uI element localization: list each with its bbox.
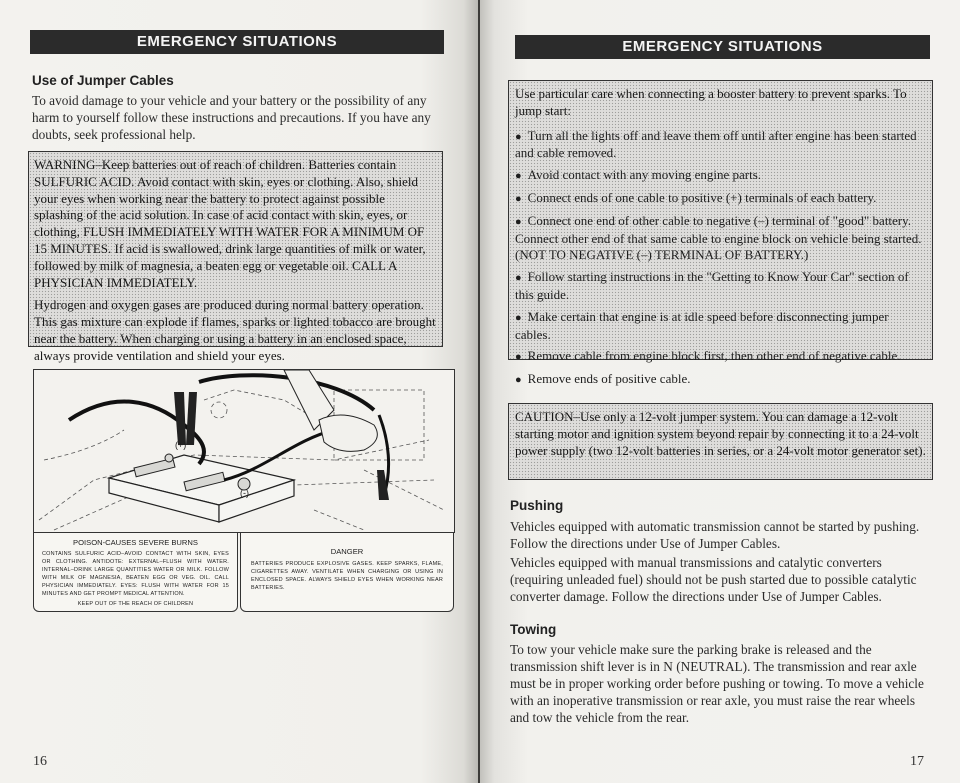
- intro-paragraph: To avoid damage to your vehicle and your battery or the possibility of any harm to yourself follow these instructions and precautions. If you have any doubts, seek professional help.: [32, 93, 431, 142]
- minus-terminal-label: (-): [240, 488, 249, 498]
- list-item: ● Connect one end of other cable to negative (–) terminal of "good" battery. Connect other end of that same cable to engine block on vehicle being started. (NOT TO NEGATIVE (–) TERMINAL OF BATTERY.): [515, 212, 922, 263]
- section-title-jumper-cables: Use of Jumper Cables: [32, 73, 174, 88]
- warning-box: [28, 151, 443, 363]
- pushing-title: Pushing: [510, 498, 564, 513]
- caution-box: [508, 403, 933, 480]
- jump-start-intro: Use particular care when connecting a booster battery to prevent sparks. To jump start:: [515, 86, 907, 118]
- warning-acid-text: WARNING–Keep batteries out of reach of children. Batteries contain SULFURIC ACID. Avoid contact with skin, eyes or clothing. Also, shield your eyes when working near the battery to protect against possible splashing of the acid solution. In case of acid contact with skin, eyes, or clothing, FLUSH IMMEDIATELY WITH WATER FOR A MINIMUM OF 15 MINUTES. If acid is swallowed, drink large quantities of milk or water, followed by milk of magnesia, a beaten egg or vegetable oil. CALL A PHYSICIAN IMMEDIATELY.: [34, 157, 426, 290]
- plus-terminal-label: (+): [175, 440, 187, 450]
- left-banner: EMERGENCY SITUATIONS: [30, 30, 444, 54]
- right-page: [480, 0, 960, 783]
- poison-label-title: POISON-CAUSES SEVERE BURNS: [73, 538, 198, 547]
- poison-label-footer: KEEP OUT OF THE REACH OF CHILDREN: [77, 601, 194, 607]
- caution-text: CAUTION–Use only a 12-volt jumper system. You can damage a 12-volt starting motor and ignition system beyond repair by connecting it to a 24-volt power supply (two 12-volt batteries in series, or a 24-volt motor generator set).: [515, 409, 926, 458]
- danger-label-title: DANGER: [330, 547, 364, 556]
- list-item: ● Avoid contact with any moving engine parts.: [515, 167, 762, 183]
- left-page: [0, 0, 478, 783]
- battery-drawing: [34, 370, 454, 532]
- list-item: ● Turn all the lights off and leave them off until after engine has been started and cable removed.: [515, 127, 917, 161]
- list-item: ● Connect ends of one cable to positive (+) terminals of each battery.: [515, 189, 877, 205]
- jumper-cable-illustration: [33, 369, 455, 533]
- page-number-left: 16: [33, 754, 47, 769]
- danger-label: [240, 532, 454, 612]
- jump-start-box: [508, 80, 933, 387]
- poison-label-body: CONTAINS SULFURIC ACID–AVOID CONTACT WITH SKIN, EYES OR CLOTHING. ANTIDOTE: EXTERNAL–FLUSH WITH WATER. INTERNAL–DRINK LARGE QUANTITIES WATER OR MILK. FOLLOW WITH MILK OF MAGNESIA, BEATEN EGG OR VEG. OIL. CALL PHYSICIAN IMMEDIATELY. EYES: FLUSH WITH WATER FOR 15 MINUTES AND GET PROMPT MEDICAL ATTENTION.: [42, 551, 229, 597]
- list-item: ● Follow starting instructions in the "Getting to Know Your Car" section of this guide.: [515, 269, 909, 302]
- list-item: ● Remove cable from engine block first, then other end of negative cable.: [515, 348, 901, 364]
- right-banner: EMERGENCY SITUATIONS: [515, 35, 930, 59]
- poison-label: [33, 532, 238, 612]
- warning-gas-text: Hydrogen and oxygen gases are produced during normal battery operation. This gas mixture can explode if flames, sparks or lighted tobacco are brought near the battery. When charging or using a battery in an enclosed space, always provide ventilation and shield your eyes.: [34, 297, 436, 363]
- towing-title: Towing: [510, 622, 557, 637]
- towing-paragraph: To tow your vehicle make sure the parking brake is released and the transmission shift lever is in N (NEUTRAL). The transmission and rear axle must be in proper working order before pushing or towing. To move a vehicle with an inoperative transmission or rear axle, you must raise the rear wheels and tow the vehicle from the rear.: [510, 642, 924, 725]
- danger-label-body: BATTERIES PRODUCE EXPLOSIVE GASES. KEEP SPARKS, FLAME, CIGARETTES AWAY. VENTILATE WHEN CHARGING OR USING IN ENCLOSED SPACE. ALWAYS SHIELD EYES WHEN WORKING NEAR BATTERIES.: [251, 561, 443, 591]
- jump-start-steps: [515, 128, 926, 389]
- pushing-paragraph-2: Vehicles equipped with manual transmissions and catalytic converters (requiring unleaded fuel) should not be push started due to possible catalytic converter damage. Follow the directions under Use of Jumper Cables.: [510, 555, 917, 604]
- list-item: ● Remove ends of positive cable.: [515, 371, 691, 387]
- pushing-paragraph-1: Vehicles equipped with automatic transmission cannot be started by pushing. Follow the directions under Use of Jumper Cables.: [510, 519, 920, 551]
- list-item: ● Make certain that engine is at idle speed before disconnecting jumper cables.: [515, 308, 889, 342]
- page-number-right: 17: [910, 754, 924, 769]
